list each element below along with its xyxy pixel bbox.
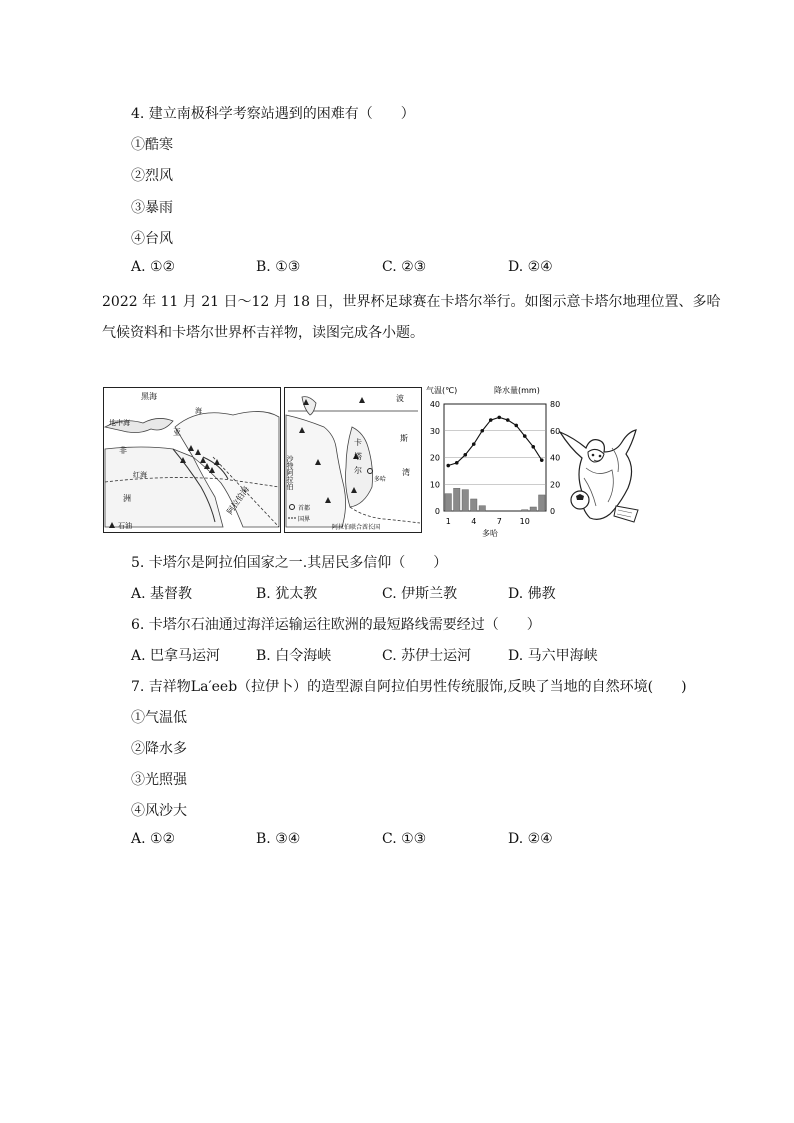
intro-line-2: 气候资料和卡塔尔世界杯吉祥物，读图完成各小题。 — [102, 325, 424, 341]
map2-label-saudi: 沙特阿拉伯 — [286, 455, 294, 490]
map2-legend-capital: 首都 — [298, 505, 311, 512]
q4-item-4: ④台风 — [131, 231, 173, 247]
month-tick-label: 7 — [496, 517, 502, 526]
month-tick-label: 1 — [445, 517, 451, 526]
map1-label-black-sea: 黑海 — [141, 392, 157, 401]
map2-label-ta: 塔 — [354, 452, 362, 461]
temp-tick-label: 30 — [429, 426, 440, 436]
precip-tick-label: 60 — [550, 426, 561, 436]
map2-label-wan: 湾 — [402, 468, 410, 477]
q7-option-a: A. ①② — [131, 831, 176, 847]
map1-label-arabian-sea: 阿拉伯海 — [225, 484, 251, 517]
q7-option-d: D. ②④ — [508, 831, 553, 847]
precip-bar — [522, 510, 528, 511]
map2-label-doha: 多哈 — [374, 476, 387, 483]
month-tick-label: 10 — [519, 517, 530, 526]
q4-item-2: ②烈风 — [131, 168, 173, 184]
temp-tick-label: 20 — [429, 453, 440, 463]
q4-item-3: ③暴雨 — [131, 200, 173, 216]
temp-point — [455, 461, 459, 465]
precip-tick-label: 40 — [550, 453, 561, 463]
precip-bar — [471, 499, 477, 511]
temp-point — [540, 458, 544, 462]
temp-point — [489, 418, 493, 422]
map1-label-africa: 非 — [119, 446, 127, 455]
q7-item-2: ②降水多 — [131, 741, 187, 757]
q7-option-b: B. ③④ — [256, 831, 301, 847]
q7-option-c: C. ①③ — [382, 831, 427, 847]
intro-line-1: 2022 年 11 月 21 日～12 月 18 日，世界杯足球赛在卡塔尔举行。如图示意卡塔尔地理位置、多哈 — [102, 294, 721, 310]
map2-label-ka: 卡 — [354, 438, 362, 447]
precip-tick-label: 0 — [550, 507, 556, 516]
temp-point — [523, 434, 527, 438]
temp-point — [472, 442, 476, 446]
map2-legend-uae: 阿拉伯联合酋长国 — [332, 524, 381, 531]
temp-point — [463, 453, 467, 457]
q4-option-d: D. ②④ — [508, 259, 553, 275]
map1-label-asia: 亚 — [173, 428, 181, 437]
q5-option-c: C. 伊斯兰教 — [382, 586, 458, 602]
q7-item-1: ①气温低 — [131, 710, 187, 726]
temp-tick-label: 0 — [434, 507, 440, 516]
q6-option-b: B. 白令海峡 — [256, 648, 332, 664]
map1-label-red-sea: 红海 — [133, 471, 147, 479]
temp-tick-label: 10 — [429, 480, 440, 490]
q4-option-a: A. ①② — [131, 259, 176, 275]
map1-legend-oil: 石油 — [118, 522, 132, 530]
q5-option-b: B. 犹太教 — [256, 586, 318, 602]
q4-stem: 4. 建立南极科学考察站遇到的困难有（ ） — [131, 106, 415, 122]
q6-stem: 6. 卡塔尔石油通过海洋运输运往欧洲的最短路线需要经过（ ） — [131, 617, 541, 633]
map1-label-continent: 洲 — [123, 494, 131, 503]
map1-label-sea: 海 — [195, 407, 202, 415]
map2-label-er: 尔 — [354, 466, 362, 475]
q4-item-1: ①酷寒 — [131, 137, 173, 153]
temp-point — [446, 464, 450, 468]
precip-axis-label: 降水量(mm) — [494, 386, 540, 395]
q5-stem: 5. 卡塔尔是阿拉伯国家之一.其居民多信仰（ ） — [131, 555, 448, 571]
q5-option-a: A. 基督教 — [131, 586, 193, 602]
temp-point — [497, 416, 501, 420]
precip-tick-label: 80 — [550, 400, 561, 409]
temp-point — [506, 418, 510, 422]
temp-point — [531, 445, 535, 449]
q4-option-c: C. ②③ — [382, 259, 427, 275]
map1-label-mediterranean: 地中海 — [109, 419, 130, 427]
qatar-map — [284, 387, 422, 533]
precip-tick-label: 20 — [550, 480, 561, 490]
q6-option-c: C. 苏伊士运河 — [382, 648, 472, 664]
city-label: 多哈 — [482, 529, 498, 538]
precip-bar — [530, 507, 536, 511]
map2-label-si: 斯 — [400, 434, 408, 443]
precip-bar — [539, 495, 545, 511]
precip-bar — [445, 494, 451, 511]
month-tick-label: 4 — [471, 517, 477, 526]
temp-point — [514, 424, 518, 428]
map2-label-bo: 波 — [396, 394, 404, 403]
map2-legend-border: 国界 — [298, 516, 311, 523]
q6-option-d: D. 马六甲海峡 — [508, 648, 598, 664]
q5-option-d: D. 佛教 — [508, 586, 556, 602]
regional-map — [103, 387, 281, 533]
temp-axis-label: 气温(℃) — [426, 386, 458, 395]
temp-tick-label: 40 — [429, 400, 440, 409]
q7-item-4: ④风沙大 — [131, 803, 187, 819]
mascot-illustration — [556, 418, 648, 528]
q7-stem: 7. 吉祥物La′eeb（拉伊卜）的造型源自阿拉伯男性传统服饰,反映了当地的自然环境( ) — [131, 679, 687, 695]
q7-item-3: ③光照强 — [131, 772, 187, 788]
doha-climate-chart — [424, 383, 561, 539]
precip-bar — [454, 488, 460, 511]
temp-point — [480, 429, 484, 433]
q6-option-a: A. 巴拿马运河 — [131, 648, 221, 664]
precip-bar — [479, 506, 485, 511]
precip-bar — [462, 490, 468, 511]
q4-option-b: B. ①③ — [256, 259, 301, 275]
